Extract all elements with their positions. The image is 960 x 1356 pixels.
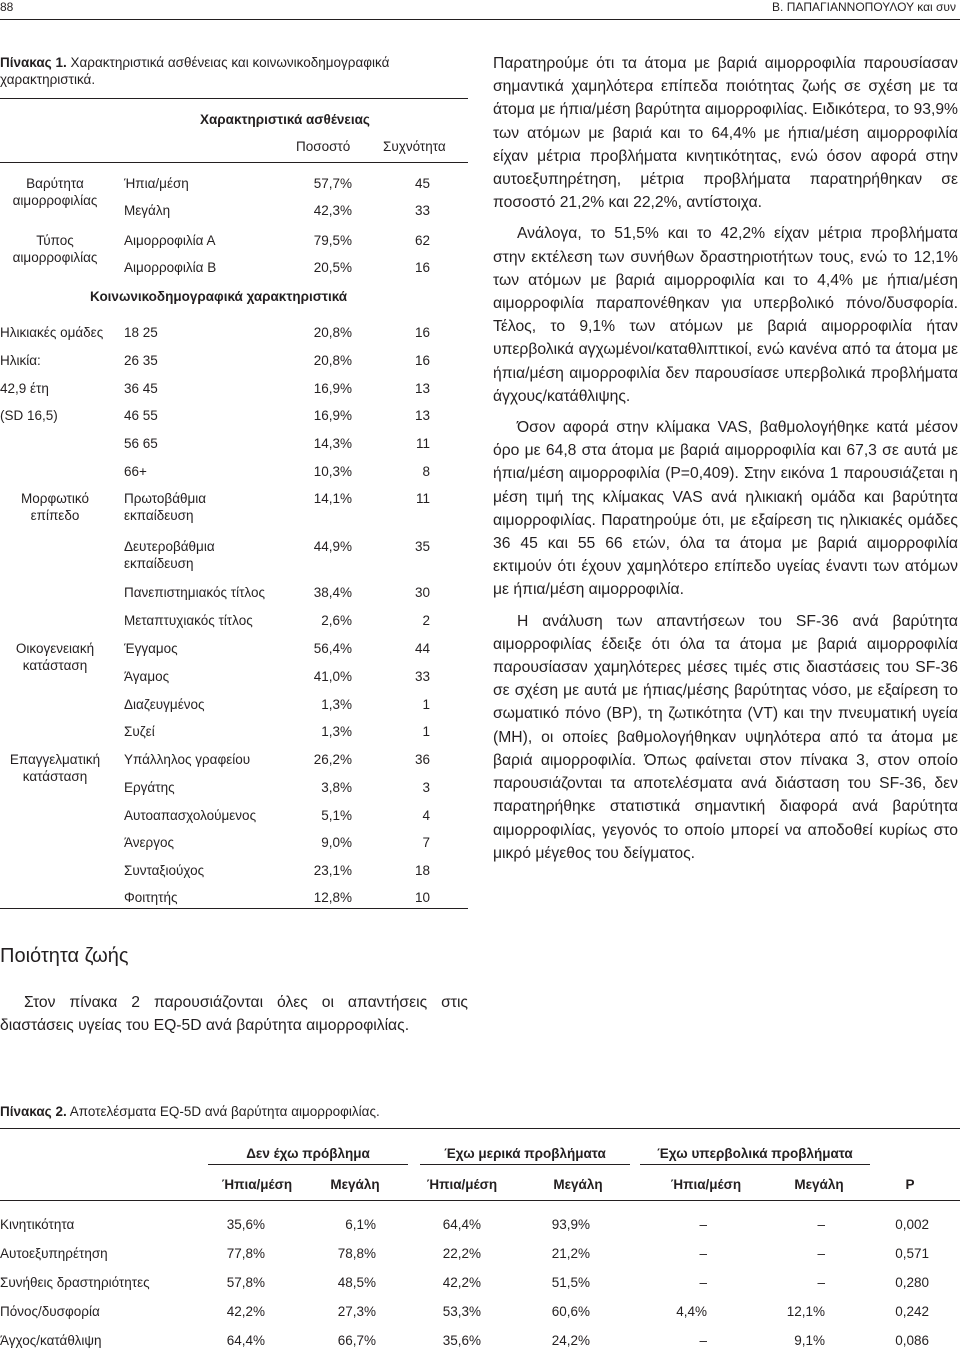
table2-cell: 93,9%	[551, 1217, 590, 1232]
table1-row-percent: 56,4%	[313, 641, 352, 656]
table1-row-percent: 3,8%	[321, 780, 352, 795]
table2-cell: 0,086	[895, 1333, 929, 1348]
table1-row-freq: 13	[414, 408, 430, 423]
table1-row-freq: 11	[415, 436, 430, 451]
category-family: Οικογενειακή κατάσταση	[15, 641, 95, 673]
table1-row-label: Μεγάλη	[124, 203, 171, 218]
table2-cell: –	[817, 1217, 825, 1232]
table1-row-percent: 20,8%	[313, 353, 352, 368]
table1-row-percent: 41,0%	[313, 669, 352, 684]
table2-cell: 4,4%	[676, 1304, 707, 1319]
table1-row-percent: 9,0%	[321, 835, 352, 850]
paragraph-1: Παρατηρούμε ότι τα άτομα με βαριά αιμορροφιλία παρουσίασαν σημαντικά χαμηλότερα επίπεδα ποιότητας ζωής σε σχέση με τα άτομα με ήπια/μέση βαρύτητα αιμορροφιλίας. Ειδικότερα, το 93,9% των ατόμων με βαριά και το 64,4% με ήπια/μέση αιμορροφιλία είχαν μέτρια προβλήματα κινητικότητας, ενώ όσον αφορά στην αυτοεξυπηρέτηση, μέτρια προβλήματα παρατηρήθηκαν σε ποσοστό 21,2% και 22,2%, αντίστοιχα.	[493, 55, 958, 212]
table1-row-percent: 20,5%	[313, 260, 352, 275]
table1-row-percent: 1,3%	[321, 724, 352, 739]
table1-row-label: Φοιτητής	[124, 890, 178, 905]
table1-row-label: Συνταξιούχος	[124, 863, 205, 878]
table1-row-freq: 18	[414, 863, 430, 878]
table1-row-label: 56 65	[124, 436, 158, 451]
category-age-groups: Ηλικιακές ομάδες	[0, 325, 104, 340]
table1-row-freq: 16	[414, 260, 430, 275]
table2-caption	[0, 1103, 380, 1120]
table2-top-rule	[0, 1128, 960, 1129]
group-underline-1	[208, 1164, 408, 1165]
age-sd: (SD 16,5)	[0, 408, 58, 423]
table1-row-label: Έγγαμος	[124, 641, 178, 656]
running-header-authors: Β. ΠΑΠΑΓΙΑΝΝΟΠΟΥΛΟΥ και συν	[772, 0, 956, 14]
table1-row-label: Άγαμος	[124, 669, 170, 684]
table2-cell: 27,3%	[337, 1304, 376, 1319]
table1	[0, 0, 468, 915]
table1-section2-title: Κοινωνικοδημογραφικά χαρακτηριστικά	[90, 289, 348, 304]
table1-caption-text: Χαρακτηριστικά ασθένειας και κοινωνικοδημογραφικά χαρακτηριστικά.	[0, 55, 390, 87]
table1-row-percent: 1,3%	[321, 697, 352, 712]
table1-row-percent: 10,3%	[313, 464, 352, 479]
table1-row-label: Συζεί	[124, 724, 155, 739]
table2-cell: 78,8%	[337, 1246, 376, 1261]
category-employment: Επαγγελματική κατάσταση	[9, 752, 101, 784]
table1-row-label: Πρωτοβάθμια εκπαίδευση	[124, 491, 207, 523]
table2-row-label: Πόνος/δυσφορία	[0, 1304, 100, 1319]
section-title-quality-of-life: Ποιότητα ζωής	[0, 945, 129, 967]
table2-cell: 21,2%	[551, 1246, 590, 1261]
table2-cell: 53,3%	[442, 1304, 481, 1319]
table1-row-percent: 57,7%	[313, 176, 352, 191]
table2-cell: 12,1%	[786, 1304, 825, 1319]
table2-cell: 57,8%	[226, 1275, 265, 1290]
table1-row-percent: 20,8%	[313, 325, 352, 340]
table1-row-freq: 44	[414, 641, 430, 656]
table2-cell: –	[817, 1275, 825, 1290]
table1-row-label: 18 25	[124, 325, 158, 340]
table1-row-freq: 7	[422, 835, 430, 850]
table1-row-freq: 16	[414, 353, 430, 368]
table2-row-label: Συνήθεις δραστηριότητες	[0, 1275, 150, 1290]
paragraph-2: Ανάλογα, το 51,5% και το 42,2% είχαν μέτρια προβλήματα στην εκτέλεση των συνήθων δραστηριοτήτων τους, ενώ το 12,1% των ατόμων με βαριά αιμορροφιλία και το 4,4% με ήπια/μέση αιμορροφιλία παραπονέθηκαν για υπερβολικό πόνο/δυσφορία. Τέλος, το 9,1% των ατόμων με βαριά αιμορροφιλία ήταν υπερβολικά αγχωμένοι/καταθλιπτικοί, ενώ κανένα από τα άτομα με ήπια/μέση αιμορροφιλία δεν παρουσίασε υπερβολικά προβλήματα άγχους/κατάθλιψης.	[493, 225, 958, 405]
table2-row-label: Άγχος/κατάθλιψη	[0, 1333, 102, 1348]
group-no-problem: Δεν έχω πρόβλημα	[246, 1146, 370, 1161]
table2-cell: 0,002	[895, 1217, 929, 1232]
table2	[0, 1120, 960, 1356]
group-underline-3	[640, 1164, 870, 1165]
table1-row-percent: 79,5%	[313, 233, 352, 248]
table1-row-freq: 3	[422, 780, 430, 795]
table2-cell: 9,1%	[794, 1333, 825, 1348]
table1-row-freq: 2	[422, 613, 430, 628]
table1-row-freq: 10	[414, 890, 430, 905]
table2-cell: 35,6%	[442, 1333, 481, 1348]
table1-row-freq: 11	[415, 491, 430, 506]
table1-row-freq: 16	[414, 325, 430, 340]
table1-top-rule	[0, 98, 468, 99]
group-some-problems: Έχω μερικά προβλήματα	[444, 1146, 606, 1161]
table2-row-label: Αυτοεξυπηρέτηση	[0, 1246, 108, 1261]
table2-subheader: Μεγάλη	[794, 1177, 844, 1192]
table2-cell: 60,6%	[551, 1304, 590, 1319]
table1-row-label: Διαζευγμένος	[124, 697, 205, 712]
table1-row-freq: 8	[422, 464, 430, 479]
table2-subheader: Μεγάλη	[330, 1177, 380, 1192]
table2-cell: –	[699, 1333, 707, 1348]
table1-row-percent: 14,1%	[313, 491, 352, 506]
category-type: Τύπος αιμορροφιλίας	[12, 233, 98, 265]
table2-caption-label: Πίνακας 2.	[0, 1104, 67, 1119]
table1-row-label: Αιμορροφιλία Α	[124, 233, 216, 248]
table2-cell: 48,5%	[337, 1275, 376, 1290]
table2-cell: 64,4%	[442, 1217, 481, 1232]
qol-paragraph-text: Στον πίνακα 2 παρουσιάζονται όλες οι απαντήσεις στις διαστάσεις υγείας του EQ-5D ανά βαρύτητα αιμορροφιλίας.	[0, 994, 468, 1035]
table1-row-freq: 62	[414, 233, 430, 248]
table1-row-percent: 5,1%	[321, 808, 352, 823]
table2-cell: 22,2%	[442, 1246, 481, 1261]
table1-row-freq: 1	[422, 724, 430, 739]
table2-cell: 42,2%	[226, 1304, 265, 1319]
category-education: Μορφωτικό επίπεδο	[21, 491, 89, 523]
age-mean: 42,9 έτη	[0, 381, 49, 396]
table2-subheader: Ήπια/μέση	[426, 1177, 498, 1192]
table2-cell: 24,2%	[551, 1333, 590, 1348]
table2-cell: 35,6%	[226, 1217, 265, 1232]
table1-row-label: Ήπια/μέση	[124, 176, 189, 191]
table2-header-rule	[0, 1200, 960, 1201]
table1-row-label: 26 35	[124, 353, 158, 368]
table1-row-freq: 33	[414, 669, 430, 684]
table1-caption-label: Πίνακας 1.	[0, 55, 67, 70]
table1-row-freq: 13	[414, 381, 430, 396]
table2-caption-text: Αποτελέσματα EQ-5D ανά βαρύτητα αιμορροφιλίας.	[69, 1104, 380, 1119]
table1-row-freq: 45	[414, 176, 430, 191]
table2-cell: 0,242	[895, 1304, 929, 1319]
table2-cell: 0,571	[895, 1246, 929, 1261]
table1-row-freq: 35	[414, 539, 430, 554]
group-underline-2	[420, 1164, 630, 1165]
category-age: Ηλικία:	[0, 353, 41, 368]
paragraph-4: Η ανάλυση των απαντήσεων του SF-36 ανά βαρύτητα αιμορροφιλίας έδειξε ότι όλα τα άτομα με βαριά αιμορροφιλία παρουσίασαν χαμηλότερες μέσες τιμές στις διαστάσεις του SF-36 σε σχέση με αυτά με ήπιας/μέσης βαρύτητας νόσο, με εξαίρεση το σωματικό πόνο (BP), τη ζωτικότητα (VT) και την πνευματική υγεία (MH), οι οποίες βαθμολογήθηκαν υψηλότερα από τα άτομα με βαριά αιμορροφιλία. Όπως φαίνεται στον πίνακα 3, στον οποίο παρουσιάζονται τα αποτελέσματα ανά διάσταση του SF-36, δεν παρατηρήθηκε στατιστικά σημαντική διαφορά ανά βαρύτητα αιμορροφιλίας, γεγονός το οποίο μπορεί να αποδοθεί κυρίως στο μικρό μέγεθος του δείγματος.	[493, 612, 958, 862]
category-severity: Βαρύτητα αιμορροφιλίας	[12, 176, 98, 208]
table2-subheader: Ήπια/μέση	[670, 1177, 742, 1192]
table1-row-label: Υπάλληλος γραφείου	[124, 752, 251, 767]
table2-cell: 66,7%	[337, 1333, 376, 1348]
group-extreme-problems: Έχω υπερβολικά προβλήματα	[657, 1146, 853, 1161]
table1-row-label: 66+	[124, 464, 147, 479]
table2-cell: –	[699, 1217, 707, 1232]
table1-row-label: Αυτοαπασχολούμενος	[124, 808, 257, 823]
table2-cell: –	[699, 1246, 707, 1261]
table1-row-label: 36 45	[124, 381, 158, 396]
qol-paragraph	[0, 991, 468, 1037]
table2-cell: 77,8%	[226, 1246, 265, 1261]
table1-row-percent: 16,9%	[313, 381, 352, 396]
table1-row-percent: 23,1%	[313, 863, 352, 878]
table1-row-percent: 14,3%	[313, 436, 352, 451]
table1-row-label: Μεταπτυχιακός τίτλος	[124, 613, 253, 628]
table1-row-label: Δευτεροβάθμια εκπαίδευση	[124, 539, 215, 571]
table2-cell: 0,280	[895, 1275, 929, 1290]
table1-row-percent: 26,2%	[313, 752, 352, 767]
table1-row-label: Άνεργος	[124, 835, 174, 850]
table1-row-percent: 16,9%	[313, 408, 352, 423]
table1-row-label: Εργάτης	[124, 780, 175, 795]
table1-row-percent: 38,4%	[313, 585, 352, 600]
table2-subheader: Μεγάλη	[553, 1177, 603, 1192]
table2-cell: 42,2%	[442, 1275, 481, 1290]
table1-row-freq: 30	[414, 585, 430, 600]
table2-cell: 51,5%	[551, 1275, 590, 1290]
col-freq-header: Συχνότητα	[383, 139, 446, 154]
table1-row-label: 46 55	[124, 408, 158, 423]
table1-row-freq: 33	[414, 203, 430, 218]
table1-row-freq: 36	[414, 752, 430, 767]
table2-row-label: Κινητικότητα	[0, 1217, 75, 1232]
paragraph-3: Όσον αφορά στην κλίμακα VAS, βαθμολογήθηκε κατά μέσον όρο με 64,8 στα άτομα με βαριά αιμορροφιλία και 67,3 σε αυτά με ήπια/μέση αιμορροφιλία (P=0,409). Στην εικόνα 1 παρουσιάζεται η μέση τιμή της κλίμακας VAS ανά ηλικιακή ομάδα και βαρύτητα αιμορροφιλίας. Παρατηρούμε ότι, με εξαίρεση τις ηλικιακές ομάδες 36 45 και 55 66 ετών, όλα τα άτομα με βαριά αιμορροφιλία εκτιμούν ότι έχουν χαμηλότερο επίπεδο υγείας έναντι των ατόμων με ήπια/μέση αιμορροφιλία.	[493, 419, 958, 599]
table1-row-label: Πανεπιστημιακός τίτλος	[124, 585, 265, 600]
table1-row-percent: 2,6%	[321, 613, 352, 628]
table2-cell: 64,4%	[226, 1333, 265, 1348]
table1-row-percent: 42,3%	[313, 203, 352, 218]
page-number: 88	[0, 0, 14, 14]
table1-bottom-rule	[0, 908, 468, 909]
table1-header-rule	[0, 162, 468, 163]
table1-row-label: Αιμορροφιλία Β	[124, 260, 217, 275]
right-column-text	[493, 52, 958, 865]
table1-row-freq: 1	[422, 697, 430, 712]
table1-row-freq: 4	[422, 808, 430, 823]
table1-row-percent: 44,9%	[313, 539, 352, 554]
table1-section1-title: Χαρακτηριστικά ασθένειας	[200, 112, 370, 127]
table2-cell: –	[699, 1275, 707, 1290]
table2-cell: –	[817, 1246, 825, 1261]
table2-subheader: Ήπια/μέση	[221, 1177, 293, 1192]
table2-cell: 6,1%	[345, 1217, 376, 1232]
table1-row-percent: 12,8%	[313, 890, 352, 905]
table2-subheader: P	[905, 1177, 915, 1192]
col-percent-header: Ποσοστό	[296, 139, 351, 154]
